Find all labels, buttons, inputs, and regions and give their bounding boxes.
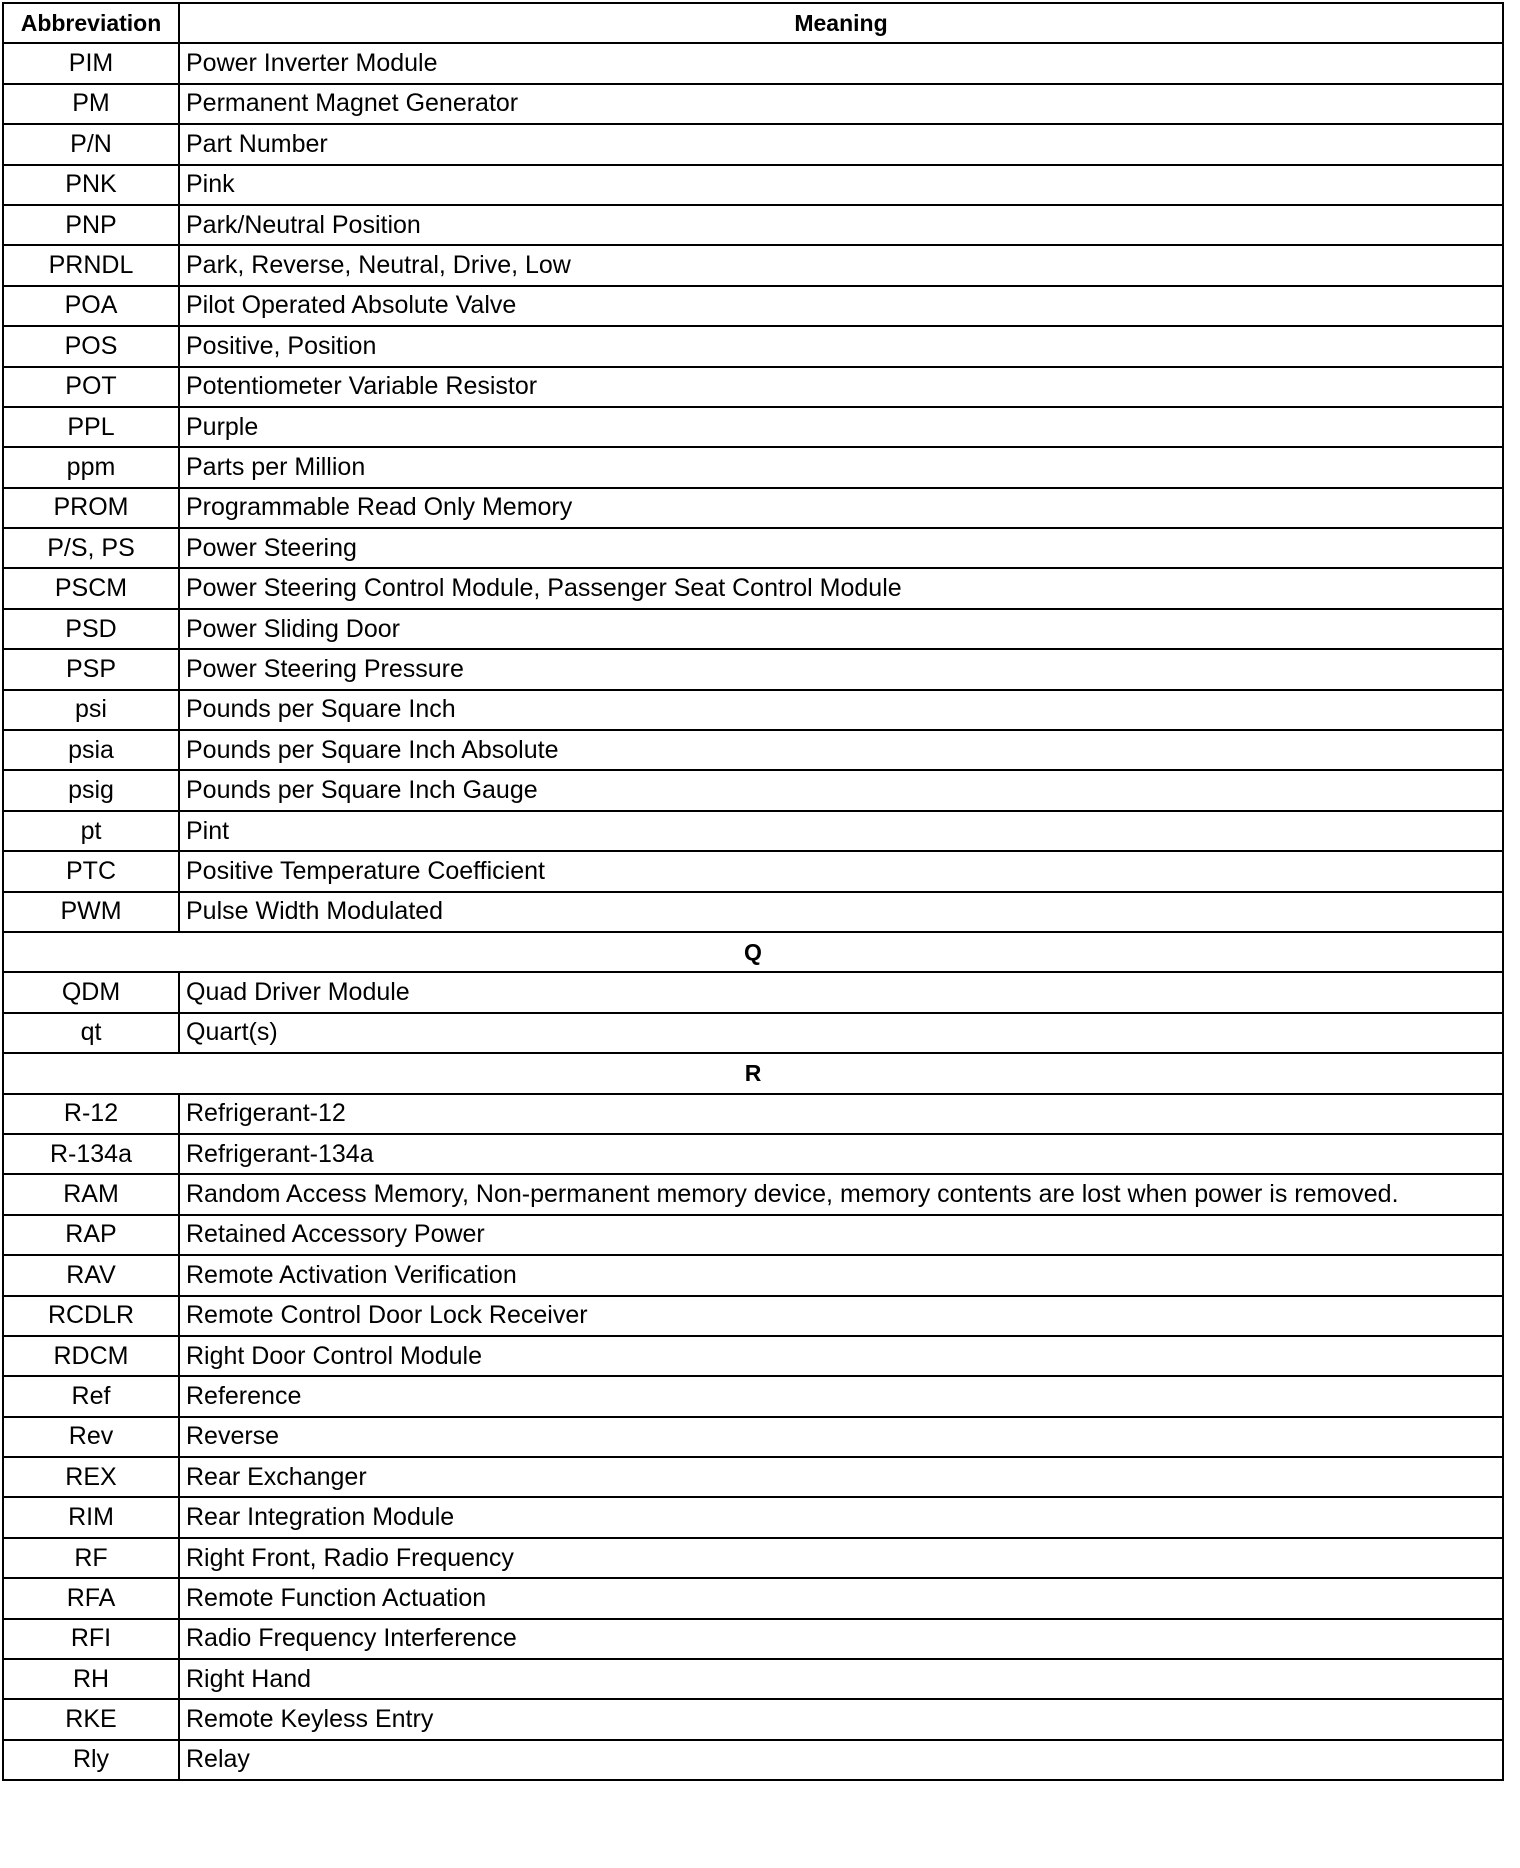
- meaning-cell: Radio Frequency Interference: [179, 1619, 1503, 1659]
- meaning-cell: Power Inverter Module: [179, 43, 1503, 83]
- table-row: [3, 1255, 1503, 1295]
- table-row: [3, 1336, 1503, 1376]
- table-row: [3, 1134, 1503, 1174]
- abbreviation-cell: PROM: [3, 488, 179, 528]
- abbreviation-cell: qt: [3, 1013, 179, 1053]
- table-row: [3, 84, 1503, 124]
- table-row: [3, 1659, 1503, 1699]
- table-row: [3, 488, 1503, 528]
- abbreviation-cell: PM: [3, 84, 179, 124]
- table-row: [3, 165, 1503, 205]
- table-row: [3, 1376, 1503, 1416]
- meaning-cell: Remote Activation Verification: [179, 1255, 1503, 1295]
- abbreviation-cell: psia: [3, 730, 179, 770]
- abbreviation-cell: RAP: [3, 1215, 179, 1255]
- table-row: [3, 245, 1503, 285]
- abbreviation-cell: RAV: [3, 1255, 179, 1295]
- meaning-cell: Power Steering Control Module, Passenger Seat Control Module: [179, 568, 1503, 608]
- abbreviation-cell: RFA: [3, 1578, 179, 1618]
- table-row: [3, 1417, 1503, 1457]
- meaning-cell: Right Hand: [179, 1659, 1503, 1699]
- meaning-cell: Remote Function Actuation: [179, 1578, 1503, 1618]
- section-row: [3, 932, 1503, 972]
- meaning-cell: Remote Keyless Entry: [179, 1699, 1503, 1739]
- abbreviation-cell: pt: [3, 811, 179, 851]
- abbreviation-cell: RFI: [3, 1619, 179, 1659]
- abbreviation-cell: RH: [3, 1659, 179, 1699]
- table-row: [3, 1215, 1503, 1255]
- meaning-cell: Permanent Magnet Generator: [179, 84, 1503, 124]
- abbreviation-cell: RIM: [3, 1497, 179, 1537]
- abbreviation-cell: QDM: [3, 972, 179, 1012]
- table-row: [3, 326, 1503, 366]
- meaning-cell: Part Number: [179, 124, 1503, 164]
- table-row: [3, 205, 1503, 245]
- abbreviation-cell: PTC: [3, 851, 179, 891]
- meaning-cell: Programmable Read Only Memory: [179, 488, 1503, 528]
- meaning-cell: Power Sliding Door: [179, 609, 1503, 649]
- meaning-cell: Pink: [179, 165, 1503, 205]
- table-row: [3, 1538, 1503, 1578]
- meaning-cell: Relay: [179, 1740, 1503, 1780]
- table-row: [3, 1457, 1503, 1497]
- table-row: [3, 1013, 1503, 1053]
- meaning-cell: Reference: [179, 1376, 1503, 1416]
- meaning-cell: Right Front, Radio Frequency: [179, 1538, 1503, 1578]
- table-row: [3, 1497, 1503, 1537]
- table-row: [3, 568, 1503, 608]
- abbreviation-cell: P/S, PS: [3, 528, 179, 568]
- meaning-cell: Pounds per Square Inch Absolute: [179, 730, 1503, 770]
- abbreviation-cell: Rev: [3, 1417, 179, 1457]
- meaning-cell: Remote Control Door Lock Receiver: [179, 1296, 1503, 1336]
- table-row: [3, 1174, 1503, 1214]
- meaning-cell: Pulse Width Modulated: [179, 892, 1503, 932]
- table-row: [3, 367, 1503, 407]
- table-row: [3, 1296, 1503, 1336]
- abbreviation-cell: PSP: [3, 649, 179, 689]
- meaning-cell: Parts per Million: [179, 447, 1503, 487]
- table-row: [3, 124, 1503, 164]
- abbreviation-cell: PWM: [3, 892, 179, 932]
- meaning-cell: Pint: [179, 811, 1503, 851]
- abbreviation-cell: RF: [3, 1538, 179, 1578]
- abbreviation-table: [2, 2, 1504, 1781]
- table-row: [3, 1094, 1503, 1134]
- meaning-cell: Quad Driver Module: [179, 972, 1503, 1012]
- meaning-cell: Refrigerant-12: [179, 1094, 1503, 1134]
- table-row: [3, 690, 1503, 730]
- meaning-cell: Potentiometer Variable Resistor: [179, 367, 1503, 407]
- meaning-cell: Pounds per Square Inch Gauge: [179, 770, 1503, 810]
- table-row: [3, 43, 1503, 83]
- table-row: [3, 286, 1503, 326]
- abbreviation-cell: POA: [3, 286, 179, 326]
- abbreviation-cell: POT: [3, 367, 179, 407]
- abbreviation-cell: P/N: [3, 124, 179, 164]
- table-row: [3, 811, 1503, 851]
- abbreviation-cell: PNP: [3, 205, 179, 245]
- abbreviation-cell: psi: [3, 690, 179, 730]
- table-body: [3, 43, 1503, 1780]
- abbreviation-cell: RDCM: [3, 1336, 179, 1376]
- abbreviation-cell: PPL: [3, 407, 179, 447]
- abbreviation-cell: ppm: [3, 447, 179, 487]
- abbreviation-cell: PRNDL: [3, 245, 179, 285]
- table-row: [3, 1699, 1503, 1739]
- abbreviation-cell: Rly: [3, 1740, 179, 1780]
- meaning-cell: Reverse: [179, 1417, 1503, 1457]
- meaning-cell: Quart(s): [179, 1013, 1503, 1053]
- meaning-cell: Retained Accessory Power: [179, 1215, 1503, 1255]
- abbreviation-cell: R-134a: [3, 1134, 179, 1174]
- abbreviation-cell: REX: [3, 1457, 179, 1497]
- section-letter: Q: [3, 932, 1503, 972]
- abbreviation-cell: PSCM: [3, 568, 179, 608]
- table-row: [3, 1619, 1503, 1659]
- table-row: [3, 447, 1503, 487]
- meaning-cell: Positive, Position: [179, 326, 1503, 366]
- table-row: [3, 609, 1503, 649]
- abbreviation-cell: POS: [3, 326, 179, 366]
- abbreviation-cell: RKE: [3, 1699, 179, 1739]
- meaning-cell: Power Steering: [179, 528, 1503, 568]
- table-row: [3, 407, 1503, 447]
- abbreviation-cell: PIM: [3, 43, 179, 83]
- abbreviation-cell: psig: [3, 770, 179, 810]
- meaning-cell: Rear Exchanger: [179, 1457, 1503, 1497]
- abbreviation-cell: R-12: [3, 1094, 179, 1134]
- abbreviation-cell: PNK: [3, 165, 179, 205]
- table-row: [3, 649, 1503, 689]
- table-header-row: [3, 3, 1503, 43]
- table-row: [3, 528, 1503, 568]
- meaning-cell: Rear Integration Module: [179, 1497, 1503, 1537]
- table-row: [3, 892, 1503, 932]
- table-row: [3, 770, 1503, 810]
- header-abbreviation: Abbreviation: [3, 3, 179, 43]
- meaning-cell: Pounds per Square Inch: [179, 690, 1503, 730]
- abbreviation-cell: RCDLR: [3, 1296, 179, 1336]
- meaning-cell: Refrigerant-134a: [179, 1134, 1503, 1174]
- meaning-cell: Purple: [179, 407, 1503, 447]
- table-row: [3, 851, 1503, 891]
- meaning-cell: Park/Neutral Position: [179, 205, 1503, 245]
- header-meaning: Meaning: [179, 3, 1503, 43]
- meaning-cell: Right Door Control Module: [179, 1336, 1503, 1376]
- meaning-cell: Power Steering Pressure: [179, 649, 1503, 689]
- abbreviation-cell: Ref: [3, 1376, 179, 1416]
- section-letter: R: [3, 1053, 1503, 1093]
- table-row: [3, 972, 1503, 1012]
- table-row: [3, 1578, 1503, 1618]
- meaning-cell: Positive Temperature Coefficient: [179, 851, 1503, 891]
- meaning-cell: Pilot Operated Absolute Valve: [179, 286, 1503, 326]
- section-row: [3, 1053, 1503, 1093]
- abbreviation-cell: RAM: [3, 1174, 179, 1214]
- table-row: [3, 1740, 1503, 1780]
- meaning-cell: Park, Reverse, Neutral, Drive, Low: [179, 245, 1503, 285]
- table-row: [3, 730, 1503, 770]
- abbreviation-cell: PSD: [3, 609, 179, 649]
- meaning-cell: Random Access Memory, Non-permanent memory device, memory contents are lost when power is removed.: [179, 1174, 1503, 1214]
